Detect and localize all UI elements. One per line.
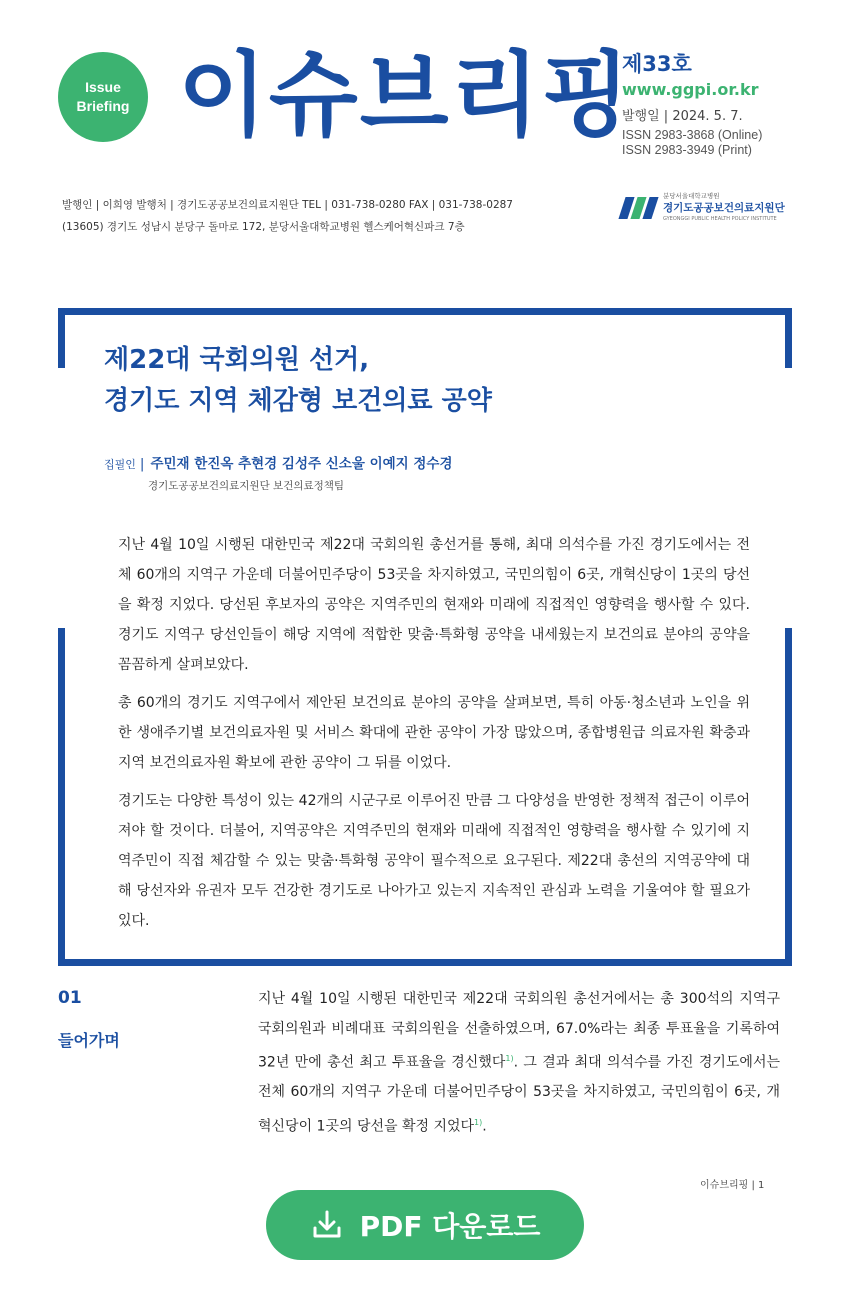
website-link[interactable]: www.ggpi.or.kr — [622, 80, 759, 99]
authors-organization: 경기도공공보건의료지원단 보건의료정책팀 — [148, 480, 345, 492]
summary-paragraph: 총 60개의 경기도 지역구에서 제안된 보건의료 분야의 공약을 살펴보면, 특히 아동·청소년과 노인을 위한 생애주기별 보건의료자원 및 서비스 확대에 관한 공약이 가장 많았으며, 종합병원급 의료자원 확충과 지역 보건의료자원 확보에 관한 공약이 그 뒤를 이었다. — [118, 695, 750, 771]
summary-paragraph: 경기도는 다양한 특성이 있는 42개의 시군구로 이루어진 만큼 그 다양성을 반영한 정책적 접근이 이루어져야 할 것이다. 더불어, 지역공약은 지역주민의 현재와 미래에 직접적인 영향력을 행사할 수 있기에 지역주민이 직접 체감할 수 있는 맞춤·특화형 공약이 필수적으로 요구된다. 제22대 총선의 지역공약에 대해 당선자와 유권자 모두 건강한 경기도로 나아가고 있는지 지속적인 관심과 노력을 기울여야 할 필요가 있다. — [118, 793, 750, 929]
frame-right-bar — [785, 308, 792, 368]
section-body-text: . 그 결과 최대 의석수를 가진 경기도에서는 전체 60개의 지역구 가운데 더불어민주당이 53곳을 차지하였고, 국민의힘이 6곳, 개혁신당이 1곳의 당선을 확정 지었다 — [258, 1054, 780, 1135]
logo-english-name: GYEONGGI PUBLIC HEALTH POLICY INSTITUTE — [663, 216, 777, 222]
authors-separator: | — [139, 456, 145, 472]
footnote-marker[interactable]: 1) — [474, 1117, 483, 1127]
publication-date: 발행일 | 2024. 5. 7. — [622, 109, 743, 124]
issue-meta — [622, 52, 762, 158]
publisher-line: 발행인 | 이희영 발행처 | 경기도공공보건의료지원단 TEL | 031-738-0280 FAX | 031-738-0287 — [62, 199, 513, 211]
section-number: 01 — [58, 988, 82, 1008]
issue-number: 제33호 — [622, 52, 692, 76]
frame-right-bar-lower — [785, 628, 792, 966]
page-footer: 이슈브리핑 | 1 — [700, 1180, 765, 1191]
address-line: (13605) 경기도 성남시 분당구 돌마로 172, 분당서울대학교병원 헬스케어혁신파크 7층 — [62, 221, 465, 233]
logo-subtitle: 분당서울대학교병원 — [663, 192, 720, 200]
frame-left-bar — [58, 308, 65, 368]
logo-name: 경기도공공보건의료지원단 — [663, 202, 785, 214]
frame-top-rule — [58, 308, 792, 315]
badge-line1: Issue — [85, 79, 121, 95]
article-title-line2: 경기도 지역 체감형 보건의료 공약 — [104, 386, 492, 416]
section-body-text: . — [482, 1118, 487, 1135]
frame-bottom-rule — [58, 959, 792, 966]
pdf-download-label: PDF 다운로드 — [359, 1210, 541, 1243]
issn-online: ISSN 2983-3868 (Online) — [622, 128, 763, 142]
section-body — [258, 985, 780, 1142]
authors-line — [104, 452, 453, 472]
section-title: 들어가며 — [58, 1031, 120, 1050]
summary-box — [118, 530, 750, 944]
issn-print: ISSN 2983-3949 (Print) — [622, 143, 752, 157]
section-body-text: 지난 4월 10일 시행된 대한민국 제22대 국회의원 총선거에서는 총 300석의 지역구 국회의원과 비례대표 국회의원을 선출하였으며, 67.0%라는 최종 투표율을 기록하여 32년 만에 총선 최고 투표율을 경신했다 — [258, 991, 780, 1071]
download-icon — [310, 1208, 344, 1242]
article-title — [104, 340, 492, 422]
pdf-download-button[interactable] — [266, 1190, 584, 1260]
footnote-marker[interactable]: 1) — [505, 1054, 514, 1063]
publication-title: 이슈브리핑 — [178, 42, 633, 149]
publisher-info — [62, 194, 513, 238]
institute-logo-icon — [622, 197, 655, 219]
summary-paragraph: 지난 4월 10일 시행된 대한민국 제22대 국회의원 총선거를 통해, 최대 의석수를 가진 경기도에서는 전체 60개의 지역구 가운데 더불어민주당이 53곳을 차지하였고, 국민의힘이 6곳, 개혁신당이 1곳의 당선을 확정 지었다. 당선된 후보자의 공약은 지역주민의 현재와 미래에 직접적인 영향력을 행사할 수 있다. 경기도 지역구 당선인들이 해당 지역에 적합한 맞춤·특화형 공약을 내세웠는지 보건의료 분야의 공약을 꼼꼼하게 살펴보았다. — [118, 537, 750, 673]
institute-logo — [622, 192, 785, 223]
author-names: 주민재 한진옥 추현경 김성주 신소울 이예지 정수경 — [150, 456, 453, 472]
article-title-line1: 제22대 국회의원 선거, — [104, 345, 370, 375]
issue-briefing-badge — [58, 52, 148, 142]
authors-label: 집필인 — [104, 458, 136, 471]
badge-line2: Briefing — [76, 98, 130, 114]
frame-left-bar-lower — [58, 628, 65, 966]
